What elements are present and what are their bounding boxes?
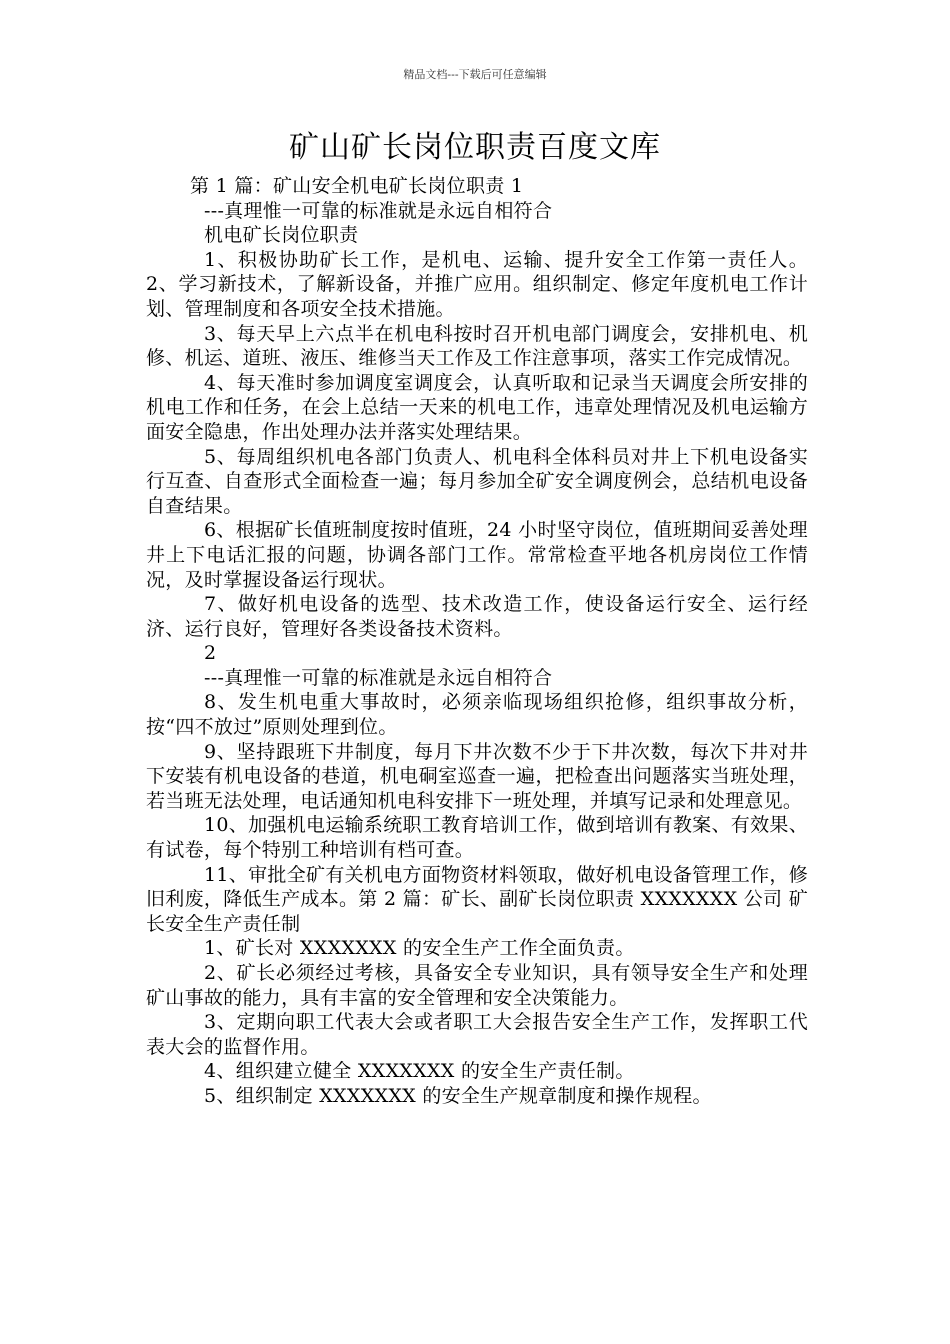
paragraph: ---真理惟一可靠的标准就是永远自相符合: [204, 199, 553, 222]
paragraph: 2、矿长必须经过考核，具备安全专业知识，具有领导安全生产和处理矿山事故的能力，具有丰富的安全管理和安全决策能力。: [146, 962, 808, 1009]
paragraph: 2: [204, 642, 217, 665]
paragraph: 7、做好机电设备的选型、技术改造工作，使设备运行安全、运行经济、运行良好，管理好各类设备技术资料。: [146, 593, 808, 640]
page-header: 精品文档---下载后可任意编辑: [403, 68, 547, 81]
paragraph: 4、每天准时参加调度室调度会，认真听取和记录当天调度会所安排的机电工作和任务，在会上总结一天来的机电工作，违章处理情况及机电运输方面安全隐患，作出处理办法并落实处理结果。: [146, 371, 808, 443]
paragraph: 机电矿长岗位职责: [204, 224, 359, 247]
paragraph: 第 1 篇：矿山安全机电矿长岗位职责 1: [190, 175, 524, 197]
paragraph: 10、加强机电运输系统职工教育培训工作，做到培训有教案、有效果、有试卷，每个特别工种培训有档可查。: [146, 814, 808, 862]
document-title: 矿山矿长岗位职责百度文库: [289, 130, 661, 165]
paragraph: 6、根据矿长值班制度按时值班，24 小时坚守岗位，值班期间妥善处理井上下电话汇报的问题，协调各部门工作。常常检查平地各机房岗位工作情况，及时掌握设备运行现状。: [146, 519, 808, 591]
paragraph: 5、组织制定 XXXXXXX 的安全生产规章制度和操作规程。: [204, 1084, 712, 1107]
paragraph: 9、坚持跟班下井制度，每月下井次数不少于下井次数，每次下井对井下安装有机电设备的巷道，机电硐室巡查一遍，把检查出问题落实当班处理，若当班无法处理，电话通知机电科安排下一班处理，并填写记录和处理意见。: [146, 740, 808, 812]
paragraph: ---真理惟一可靠的标准就是永远自相符合: [204, 666, 553, 689]
paragraph: 5、每周组织机电各部门负责人、机电科全体科员对井上下机电设备实行互查、自查形式全面检查一遍；每月参加全矿安全调度例会，总结机电设备自查结果。: [146, 445, 808, 517]
paragraph: 1、积极协助矿长工作，是机电、运输、提升安全工作第一责任人。 2、学习新技术，了解新设备，并推广应用。组织制定、修定年度机电工作计划、管理制度和各项安全技术措施。: [146, 248, 808, 320]
paragraph: 4、组织建立健全 XXXXXXX 的安全生产责任制。: [204, 1060, 635, 1083]
document-body: [146, 174, 808, 1109]
paragraph: 3、定期向职工代表大会或者职工大会报告安全生产工作，发挥职工代表大会的监督作用。: [146, 1011, 808, 1058]
paragraph: 1、矿长对 XXXXXXX 的安全生产工作全面负责。: [204, 937, 635, 960]
paragraph: 8、发生机电重大事故时，必须亲临现场组织抢修，组织事故分析，按“四不放过”原则处理到位。: [146, 691, 808, 739]
paragraph: 11、审批全矿有关机电方面物资材料领取，做好机电设备管理工作，修旧利废，降低生产成本。第 2 篇：矿长、副矿长岗位职责 XXXXXXX 公司 矿长安全生产责任制: [146, 863, 808, 935]
paragraph: 3、每天早上六点半在机电科按时召开机电部门调度会，安排机电、机修、机运、道班、液压、维修当天工作及工作注意事项，落实工作完成情况。: [146, 322, 808, 370]
